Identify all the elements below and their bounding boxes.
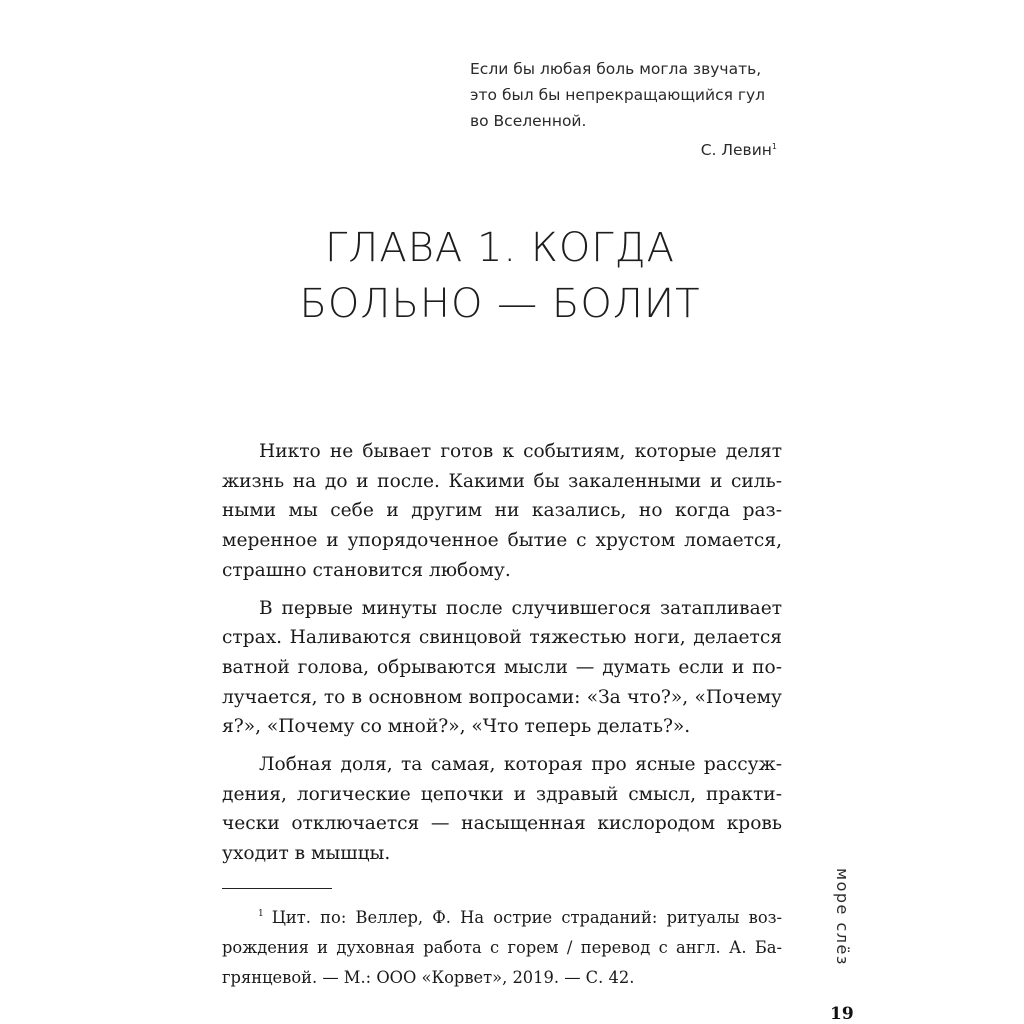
paragraph xyxy=(222,437,782,586)
text-line: страшно становится любому. xyxy=(222,559,511,581)
running-head: море слёз xyxy=(833,868,852,966)
text-line: лучается, то в основном вопросами: «За что?», «Почему xyxy=(222,686,782,708)
footnote-line: рождения и духовная работа с горем / перевод с англ. А. Ба- xyxy=(222,938,782,957)
footnote-line: грянцевой. — М.: ООО «Корвет», 2019. — С. 42. xyxy=(222,968,635,987)
epigraph-line: это был бы непрекращающийся гул xyxy=(470,86,766,104)
text-line: страх. Наливаются свинцовой тяжестью ноги, делается xyxy=(222,627,782,649)
footnote-line-text: Цит. по: Веллер, Ф. На острие страданий: ритуалы воз- xyxy=(271,908,782,927)
body-text xyxy=(222,437,782,877)
text-line: Никто не бывает готов к событиям, которые делят xyxy=(259,441,782,462)
text-line: меренное и упорядоченное бытие с хрустом ломается, xyxy=(222,530,782,552)
text-line: я?», «Почему со мной?», «Что теперь делать?». xyxy=(222,716,691,738)
footnote-reference[interactable]: 1 xyxy=(771,142,777,151)
chapter-title xyxy=(230,220,770,332)
text-line: ватной голова, обрываются мысли — думать если и по- xyxy=(222,656,782,678)
paragraph xyxy=(222,594,782,743)
paragraph xyxy=(222,750,782,869)
epigraph-author-name: С. Левин xyxy=(700,141,772,159)
footnote-marker: 1 xyxy=(258,909,264,919)
text-line: Лобная доля, та самая, которая про ясные рассуж- xyxy=(259,754,782,776)
text-line: чески отключается — насыщенная кислородом кровь xyxy=(222,813,782,835)
epigraph-line: Если бы любая боль могла звучать, xyxy=(470,60,762,78)
chapter-title-line: БОЛЬНО — БОЛИТ xyxy=(299,281,701,327)
epigraph-line: во Вселенной. xyxy=(470,112,587,130)
page-number: 19 xyxy=(830,1004,854,1024)
text-line: В первые минуты после случившегося затапливает xyxy=(259,597,782,619)
text-line: ными мы себе и другим ни казались, но когда раз- xyxy=(222,500,782,522)
chapter-title-line: ГЛАВА 1. КОГДА xyxy=(324,225,675,271)
footnote xyxy=(222,899,782,993)
footnote-separator xyxy=(222,888,332,889)
text-line: уходит в мышцы. xyxy=(222,843,391,865)
text-line: дения, логические цепочки и здравый смысл, практи- xyxy=(222,783,782,805)
epigraph xyxy=(470,56,790,163)
epigraph-author xyxy=(470,134,777,163)
text-line: жизнь на до и после. Какими бы закаленными и силь- xyxy=(222,470,782,492)
footnote-line xyxy=(222,899,782,933)
